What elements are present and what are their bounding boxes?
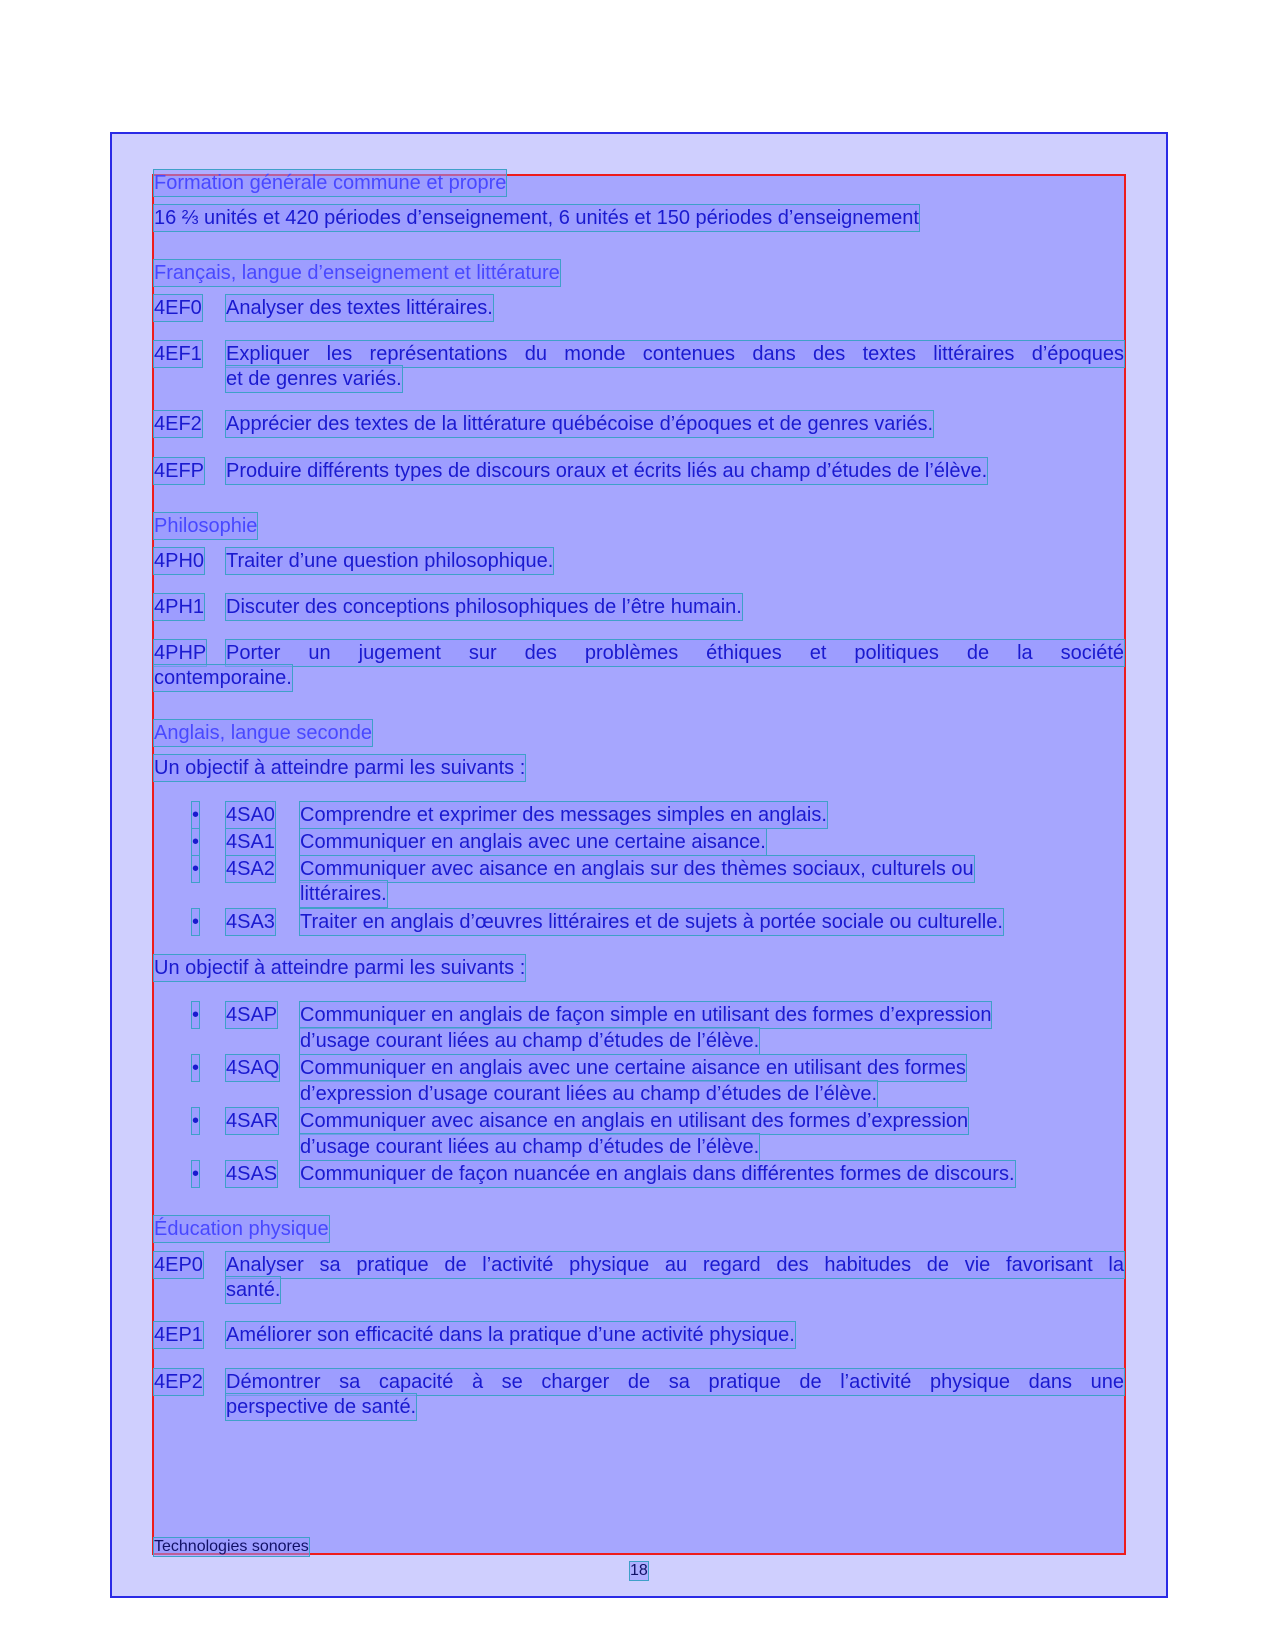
page-subtitle: 16 ⅔ unités et 420 périodes d’enseignement, 6 unités et 150 périodes d’enseignement <box>154 207 919 229</box>
course-description: Expliquer les représentations du monde contenues dans des textes littéraires d’époques <box>226 343 1124 365</box>
objective-intro: Un objectif à atteindre parmi les suivants : <box>154 957 526 979</box>
course-code: 4SAQ <box>226 1057 280 1079</box>
course-code: 4EP2 <box>154 1371 203 1393</box>
course-description: Produire différents types de discours oraux et écrits liés au champ d’études de l’élève. <box>226 460 988 482</box>
course-code: 4PH1 <box>154 596 205 618</box>
bullet: • <box>192 858 200 880</box>
course-code: 4EF1 <box>154 343 202 365</box>
course-code: 4EP1 <box>154 1324 203 1346</box>
section-heading-francais: Français, langue d’enseignement et littérature <box>154 262 560 284</box>
section-heading-anglais: Anglais, langue seconde <box>154 722 372 744</box>
bullet: • <box>192 911 200 933</box>
course-code: 4PHP <box>154 642 207 664</box>
course-code: 4SAS <box>226 1163 278 1185</box>
course-description: Communiquer en anglais de façon simple en utilisant des formes d’expression <box>300 1004 992 1026</box>
course-code: 4EFP <box>154 460 205 482</box>
course-description: Communiquer avec aisance en anglais en utilisant des formes d’expression <box>300 1110 969 1132</box>
bullet: • <box>192 1110 200 1132</box>
course-code: 4SAR <box>226 1110 279 1132</box>
course-code: 4SAP <box>226 1004 278 1026</box>
course-description: Traiter en anglais d’œuvres littéraires et de sujets à portée sociale ou culturelle. <box>300 911 1003 933</box>
course-description: Apprécier des textes de la littérature québécoise d’époques et de genres variés. <box>226 413 934 435</box>
course-description: Communiquer en anglais avec une certaine aisance. <box>300 831 766 853</box>
course-description-continued: d’usage courant liées au champ d’études de l’élève. <box>300 1136 760 1158</box>
course-description: Communiquer de façon nuancée en anglais dans différentes formes de discours. <box>300 1163 1015 1185</box>
course-code: 4SA3 <box>226 911 275 933</box>
page-title: Formation générale commune et propre <box>154 172 507 194</box>
course-description: Comprendre et exprimer des messages simples en anglais. <box>300 804 827 826</box>
course-description: Porter un jugement sur des problèmes éthiques et politiques de la société <box>226 642 1124 664</box>
course-description-continued: d’expression d’usage courant liées au champ d’études de l’élève. <box>300 1083 878 1105</box>
course-description-continued: littéraires. <box>300 883 387 905</box>
objective-intro: Un objectif à atteindre parmi les suivants : <box>154 757 526 779</box>
course-code: 4SA2 <box>226 858 275 880</box>
course-description-continued: contemporaine. <box>154 667 292 689</box>
course-description: Communiquer avec aisance en anglais sur des thèmes sociaux, culturels ou <box>300 858 974 880</box>
section-heading-education: Éducation physique <box>154 1218 329 1240</box>
course-code: 4SA1 <box>226 831 275 853</box>
course-description: Améliorer son efficacité dans la pratique d’une activité physique. <box>226 1324 795 1346</box>
bullet: • <box>192 1004 200 1026</box>
course-code: 4EF2 <box>154 413 202 435</box>
course-code: 4EF0 <box>154 297 202 319</box>
bullet: • <box>192 1057 200 1079</box>
course-description-continued: perspective de santé. <box>226 1396 417 1418</box>
course-code: 4EP0 <box>154 1254 203 1276</box>
course-description: Traiter d’une question philosophique. <box>226 550 554 572</box>
course-code: 4SA0 <box>226 804 275 826</box>
course-description: Analyser sa pratique de l’activité physique au regard des habitudes de vie favorisant la <box>226 1254 1124 1276</box>
bullet: • <box>192 1163 200 1185</box>
course-description: Analyser des textes littéraires. <box>226 297 493 319</box>
course-description-continued: santé. <box>226 1279 281 1301</box>
footer-text: Technologies sonores <box>154 1538 309 1555</box>
course-description: Discuter des conceptions philosophiques de l’être humain. <box>226 596 742 618</box>
course-description: Communiquer en anglais avec une certaine aisance en utilisant des formes <box>300 1057 966 1079</box>
course-description-continued: et de genres variés. <box>226 368 402 390</box>
course-description: Démontrer sa capacité à se charger de sa pratique de l’activité physique dans une <box>226 1371 1124 1393</box>
bullet: • <box>192 831 200 853</box>
bullet: • <box>192 804 200 826</box>
section-heading-philosophie: Philosophie <box>154 515 258 537</box>
course-code: 4PH0 <box>154 550 205 572</box>
page-number: 18 <box>630 1562 648 1579</box>
course-description-continued: d’usage courant liées au champ d’études de l’élève. <box>300 1030 760 1052</box>
content-area <box>152 174 1126 1555</box>
